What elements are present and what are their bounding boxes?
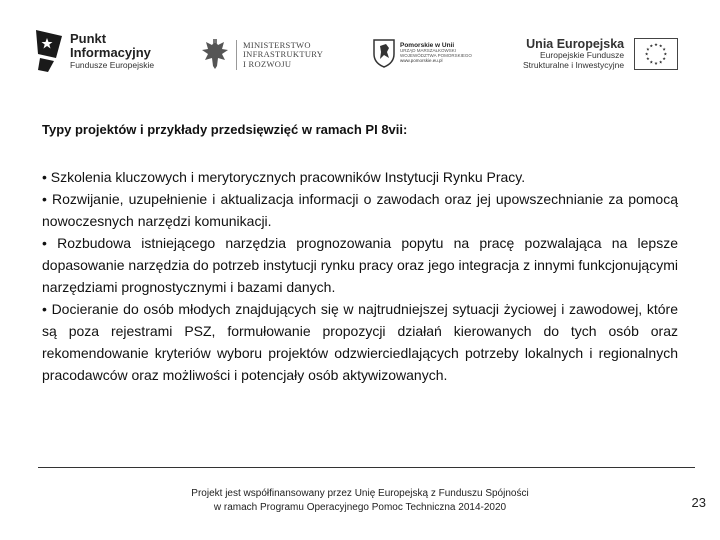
ministerstwo-line2: INFRASTRUKTURY — [243, 49, 324, 60]
bullet-item: • Rozwijanie, uzupełnienie i aktualizacja informacji o zawodach oraz jej upowszechnianie za pomocą nowoczesnych narzędzi komunikacji. — [42, 191, 678, 229]
slide-heading: Typy projektów i przykłady przedsięwzięć w ramach PI 8vii: — [42, 122, 408, 137]
footer-divider — [38, 467, 695, 468]
ministerstwo-line3: I ROZWOJU — [243, 58, 292, 69]
unia-line1: Unia Europejska — [526, 37, 625, 51]
ministerstwo-logo — [200, 38, 323, 72]
griffin-crest-icon — [372, 38, 396, 68]
pomorskie-logo — [372, 38, 472, 68]
punkt-informacyjny-logo — [34, 28, 154, 74]
unia-line3: Strukturalne i Inwestycyjne — [523, 60, 625, 71]
eu-star-icon — [664, 52, 667, 55]
unia-line2: Europejskie Fundusze — [540, 50, 625, 61]
eu-star-icon — [663, 57, 666, 60]
footer-line2: w ramach Programu Operacyjnego Pomoc Techniczna 2014-2020 — [213, 502, 507, 513]
bullet-item: • Docieranie do osób młodych znajdujących się w najtrudniejszej sytuacji życiowej i zawodowej, które są poza rejestrami PSZ, formułowanie propozycji działań kierowanych do tych osób oraz rekomendowanie kryteriów wyboru projektów odzwierciedlających potrzeby lokalnych i regionalnych pracodawców oraz możliwości i potencjały osób aktywizowanych. — [42, 301, 678, 383]
eu-star-icon — [663, 48, 666, 51]
eagle-emblem-icon — [200, 38, 230, 72]
eu-star-icon — [646, 48, 649, 51]
fundusze-europejskie-icon — [34, 28, 64, 74]
divider — [236, 40, 237, 70]
punkt-logo-line1: Punkt — [70, 30, 107, 46]
pomorskie-line1: Pomorskie w Unii — [400, 42, 455, 50]
page-number: 23 — [691, 495, 706, 510]
ministerstwo-line1: MINISTERSTWO — [243, 40, 311, 51]
pomorskie-line2: URZĄD MARSZAŁKOWSKI — [400, 48, 457, 54]
eu-star-icon — [659, 60, 662, 63]
eu-star-icon — [650, 60, 653, 63]
footer-line1: Projekt jest współfinansowany przez Unię Europejską z Funduszu Spójności — [191, 488, 529, 499]
eu-star-icon — [650, 44, 653, 47]
bullet-item: • Szkolenia kluczowych i merytorycznych pracowników Instytucji Rynku Pracy. — [42, 169, 526, 185]
logo-bar — [0, 0, 720, 100]
eu-star-icon — [645, 52, 648, 55]
pomorskie-line3: WOJEWÓDZTWA POMORSKIEGO — [400, 53, 472, 59]
eu-star-icon — [655, 43, 658, 46]
eu-flag-icon — [634, 38, 678, 70]
unia-europejska-logo — [523, 37, 678, 71]
pomorskie-line4: www.pomorskie.eu.pl — [400, 58, 443, 64]
eu-star-icon — [659, 44, 662, 47]
eu-star-icon — [655, 62, 658, 65]
bullet-item: • Rozbudowa istniejącego narzędzia prognozowania popytu na pracę pozwalająca na lepsze dopasowanie narzędzia do potrzeb instytucji rynku pracy oraz jego integracja z innymi funkcjonującymi narzędziami prognostycznymi i bazami danych. — [42, 235, 678, 295]
footer-note — [120, 487, 600, 515]
project-types-list — [42, 166, 678, 386]
punkt-logo-line3: Fundusze Europejskie — [70, 60, 155, 71]
eu-star-icon — [646, 57, 649, 60]
punkt-logo-line2: Informacyjny — [70, 44, 151, 60]
